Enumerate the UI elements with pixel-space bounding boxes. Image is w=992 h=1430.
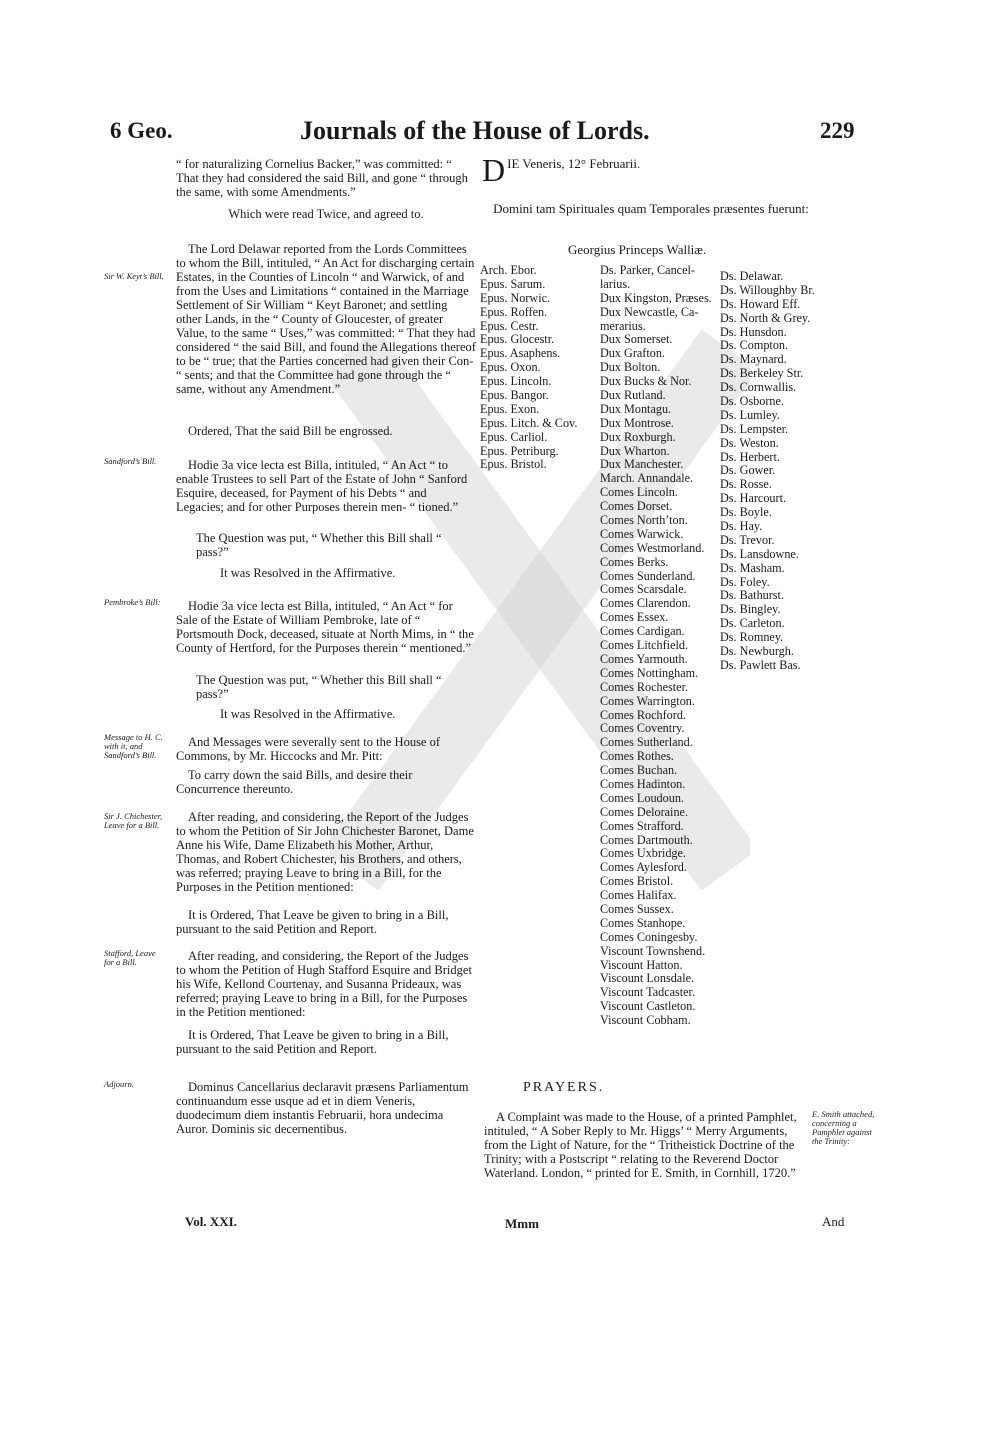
peer-entry: Comes Westmorland. (600, 540, 705, 555)
peer-entry: Ds. Boyle. (720, 505, 772, 520)
margin-note-adjourn: Adjourn. (104, 1079, 134, 1089)
peer-entry: Ds. Bathurst. (720, 588, 784, 603)
peer-entry: Viscount Townshend. (600, 943, 706, 958)
peer-entry: Comes Rothes. (600, 749, 674, 764)
peer-entry: Comes Buchan. (600, 763, 678, 778)
peer-entry: Ds. Trevor. (720, 532, 775, 547)
paragraph-engrossed: Ordered, That the said Bill be engrossed. (188, 424, 393, 438)
peer-entry: Comes Nottingham. (600, 665, 699, 680)
bishop-entry: Epus. Oxon. (480, 360, 541, 375)
peer-entry: Comes Loudoun. (600, 790, 684, 805)
peer-entry: Ds. Lempster. (720, 421, 789, 436)
bishops-list (480, 264, 577, 472)
bishop-entry: Epus. Lincoln. (480, 374, 552, 389)
peer-entry: Dux Somerset. (600, 332, 673, 347)
peer-entry: Dux Rutland. (600, 388, 666, 403)
peer-entry: Ds. Harcourt. (720, 491, 786, 506)
peer-entry: Dux Manchester. (600, 457, 684, 472)
paragraph-stafford: After reading, and considering, the Report of the Judges to whom the Petition of Hugh Stafford Esquire and Bridget his Wife, Kellond Courtenay, and Susanna Prideaux, was referred; praying Leave to bring in a Bill, for the Purposes in the Petition mentioned: (176, 949, 472, 1019)
peer-entry: Comes Warrington. (600, 693, 695, 708)
peer-entry: Comes Hadinton. (600, 776, 686, 791)
peer-entry: Viscount Hatton. (600, 957, 683, 972)
bishop-entry: Epus. Carliol. (480, 429, 548, 444)
peer-entry: Ds. Rosse. (720, 477, 772, 492)
peer-entry: merarius. (600, 318, 646, 333)
peer-entry: Viscount Lonsdale. (600, 971, 695, 986)
peer-entry: Ds. Romney. (720, 630, 784, 645)
bishop-entry: Epus. Glocestr. (480, 332, 555, 347)
bishop-entry: Epus. Bangor. (480, 388, 549, 403)
catchword: And (822, 1214, 845, 1229)
peer-entry: Dux Newcastle, Ca- (600, 304, 699, 319)
paragraph-chichester-order: It is Ordered, That Leave be given to bring in a Bill, pursuant to the said Petition and Report. (176, 908, 449, 936)
peers-list-right (720, 270, 815, 673)
peer-entry: Comes Warwick. (600, 526, 684, 541)
peer-entry: Ds. Bingley. (720, 602, 781, 617)
peer-entry: Comes Dorset. (600, 499, 673, 514)
bishop-entry: Epus. Norwic. (480, 290, 551, 305)
bishop-entry: Epus. Asaphens. (480, 346, 561, 361)
bishop-entry: Epus. Bristol. (480, 457, 547, 472)
peer-entry: Ds. Foley. (720, 574, 770, 589)
peer-entry: Dux Bolton. (600, 360, 661, 375)
margin-note-pembroke: Pembroke’s Bill: (104, 597, 161, 607)
date-dropcap: D (482, 152, 506, 188)
margin-note-message: Message to H. C. with it, and Sandford’s Bill. (104, 732, 163, 760)
peer-entry: Comes Cardigan. (600, 624, 685, 639)
peer-entry: Ds. Lansdowne. (720, 546, 799, 561)
margin-note-chichester: Sir J. Chichester, Leave for a Bill. (104, 811, 163, 830)
paragraph-adjourn: Dominus Cancellarius declaravit præsens Parliamentum continuandum esse usque ad et in diem Veneris, duodecimum diem instantis Februarii, hora undecima Auror. Dominis sic decernentibus. (176, 1080, 469, 1136)
peer-entry: Ds. Compton. (720, 338, 789, 353)
peer-entry: Comes Sutherland. (600, 735, 693, 750)
prayers-heading: PRAYERS. (523, 1080, 605, 1095)
peer-entry: Ds. Hunsdon. (720, 324, 787, 339)
peer-entry: Comes Coventry. (600, 721, 685, 736)
peers-list-middle (600, 264, 712, 1028)
peer-entry: Ds. Howard Eff. (720, 296, 801, 311)
peer-entry: Dux Grafton. (600, 346, 665, 361)
peer-entry: Ds. Pawlett Bas. (720, 657, 801, 672)
paragraph-question-2: The Question was put, “ Whether this Bill shall “ pass?” (196, 673, 442, 701)
peer-entry: Viscount Cobham. (600, 1013, 691, 1028)
peer-entry: Dux Montrose. (600, 415, 674, 430)
bishop-entry: Epus. Litch. & Cov. (480, 415, 578, 430)
peer-entry: Viscount Tadcaster. (600, 985, 695, 1000)
sitting-date (482, 152, 822, 188)
peer-entry: Ds. Masham. (720, 560, 785, 575)
peer-entry: Comes Dartmouth. (600, 832, 693, 847)
bishop-entry: Arch. Ebor. (480, 263, 537, 277)
peer-entry: Ds. Newburgh. (720, 644, 794, 659)
peer-entry: Ds. Maynard. (720, 352, 787, 367)
paragraph-pembroke-bill: Hodie 3a vice lecta est Billa, intituled, “ An Act “ for Sale of the Estate of William Pembroke, late of “ Portsmouth Dock, deceased, situate at North Mims, in “ the County of Hertford, for the Purposes therein “ mentioned.” (176, 599, 474, 655)
page-number: 229 (820, 118, 855, 143)
peer-entry: Comes Lincoln. (600, 485, 678, 500)
peer-entry: Comes Sunderland. (600, 568, 696, 583)
peer-entry: Comes Deloraine. (600, 804, 688, 819)
peer-entry: Comes Rochford. (600, 707, 686, 722)
peer-entry: Comes Uxbridge. (600, 846, 686, 861)
peer-entry: Ds. Willoughby Br. (720, 282, 815, 297)
peer-entry: Ds. Parker, Cancel- (600, 263, 695, 277)
peer-entry: Comes Aylesford. (600, 860, 687, 875)
paragraph-messages: And Messages were severally sent to the House of Commons, by Mr. Hiccocks and Mr. Pitt: (176, 735, 441, 763)
paragraph-stafford-order: It is Ordered, That Leave be given to bring in a Bill, pursuant to the said Petition and Report. (176, 1028, 449, 1056)
peer-entry: Ds. Osborne. (720, 394, 784, 409)
peer-entry: Ds. Weston. (720, 435, 779, 450)
peer-entry: Ds. Cornwallis. (720, 380, 797, 395)
peer-entry: Dux Wharton. (600, 443, 670, 458)
peer-entry: Comes Essex. (600, 610, 669, 625)
margin-note-sandford: Sandford’s Bill. (104, 456, 157, 466)
peer-entry: Comes Rochester. (600, 679, 689, 694)
peer-entry: Comes North’ton. (600, 513, 688, 528)
prince-of-wales: Georgius Princeps Walliæ. (568, 242, 707, 257)
running-head-left: 6 Geo. (110, 118, 173, 143)
paragraph-carry-down: To carry down the said Bills, and desire their Concurrence thereunto. (176, 768, 413, 796)
peer-entry: Ds. Berkeley Str. (720, 366, 804, 381)
paragraph-resolved-1: It was Resolved in the Affirmative. (220, 566, 396, 580)
signature-mark: Mmm (505, 1216, 539, 1231)
date-text: IE Veneris, 12° Februarii. (507, 156, 641, 171)
peer-entry: Comes Yarmouth. (600, 651, 688, 666)
bishop-entry: Epus. Roffen. (480, 304, 548, 319)
peer-entry: Comes Halifax. (600, 888, 677, 903)
peer-entry: Comes Berks. (600, 554, 669, 569)
peer-entry: Dux Roxburgh. (600, 429, 676, 444)
bishop-entry: Epus. Petriburg. (480, 443, 559, 458)
paragraph-question-1: The Question was put, “ Whether this Bill shall “ pass?” (196, 531, 442, 559)
running-title: Journals of the House of Lords. (300, 116, 650, 145)
peer-entry: Dux Kingston, Præses. (600, 290, 712, 305)
peer-entry: Ds. Herbert. (720, 449, 780, 464)
bishop-entry: Epus. Cestr. (480, 318, 539, 333)
peer-entry: Viscount Castleton. (600, 999, 696, 1014)
attendance-heading: Domini tam Spirituales quam Temporales præsentes fuerunt: (493, 201, 809, 216)
peer-entry: Comes Stanhope. (600, 915, 686, 930)
peer-entry: Ds. Lumley. (720, 407, 780, 422)
peer-entry: Ds. North & Grey. (720, 310, 811, 325)
paragraph-sandford-bill: Hodie 3a vice lecta est Billa, intituled, “ An Act “ to enable Trustees to sell Part of the Estate of John “ Sanford Esquire, deceased, for Payment of his Debts “ and Legacies; and for other Purposes therein men- “ tioned.” (176, 458, 468, 514)
paragraph-backer: “ for naturalizing Cornelius Backer,” was committed: “ That they had considered the said Bill, and gone “ through the same, with some Amendments.” (176, 157, 468, 199)
peer-entry: Dux Bucks & Nor. (600, 374, 692, 389)
volume-label: Vol. XXI. (185, 1214, 237, 1229)
paragraph-chichester: After reading, and considering, the Report of the Judges to whom the Petition of Sir John Chichester Baronet, Dame Anne his Wife, Dame Elizabeth his Mother, Arthur, Thomas, and Robert Chichester, his Brothers, and others, was referred; praying Leave to bring in a Bill, for the Purposes in the Petition mentioned: (176, 810, 474, 894)
margin-note-stafford: Stafford, Leave for a Bill. (104, 948, 156, 967)
bishop-entry: Epus. Exon. (480, 401, 540, 416)
paragraph-keyt-report: The Lord Delawar reported from the Lords Committees to whom the Bill, intituled, “ An Act for discharging certain Estates, in the Counties of Lincoln “ and Warwick, of and from the Uses and Limitations “ contained in the Marriage Settlement of Sir William “ Keyt Baronet; and settling other Lands, in the “ County of Gloucester, of greater Value, to the same “ Uses,” was committed: “ That they had considered “ the said Bill, and found the Allegations thereof to be “ true; that the Parties concerned had given their Con- “ sents; and that the Committee had gone through the “ same, without any Amendment.” (176, 242, 476, 396)
peer-entry: March. Annandale. (600, 471, 694, 486)
peer-entry: Ds. Gower. (720, 463, 776, 478)
paragraph-resolved-2: It was Resolved in the Affirmative. (220, 707, 396, 721)
margin-note-keyt: Sir W. Keyt’s Bill. (104, 271, 164, 281)
peer-entry: Ds. Carleton. (720, 616, 785, 631)
peer-entry: larius. (600, 276, 631, 291)
bishop-entry: Epus. Sarum. (480, 276, 546, 291)
peer-entry: Comes Bristol. (600, 874, 674, 889)
complaint-paragraph: A Complaint was made to the House, of a printed Pamphlet, intituled, “ A Sober Reply to Mr. Higgs’ “ Merry Arguments, from the Light of Nature, for the “ Tritheistick Doctrine of the Trinity; with a Postscript “ relating to the Reverend Doctor Waterland. London, “ printed for E. Smith, in Cornhill, 1720.” (484, 1110, 797, 1180)
peer-entry: Ds. Delawar. (720, 269, 784, 283)
margin-note-smith: E. Smith attached, concerning a Pamphlet against the Trinity: (812, 1109, 875, 1146)
peer-entry: Dux Montagu. (600, 401, 672, 416)
peer-entry: Comes Coningesby. (600, 929, 698, 944)
peer-entry: Ds. Hay. (720, 519, 763, 534)
peer-entry: Comes Strafford. (600, 818, 684, 833)
peer-entry: Comes Scarsdale. (600, 582, 687, 597)
paragraph-read-twice: Which were read Twice, and agreed to. (228, 207, 424, 221)
peer-entry: Comes Clarendon. (600, 596, 691, 611)
peer-entry: Comes Litchfield. (600, 638, 689, 653)
peer-entry: Comes Sussex. (600, 901, 674, 916)
